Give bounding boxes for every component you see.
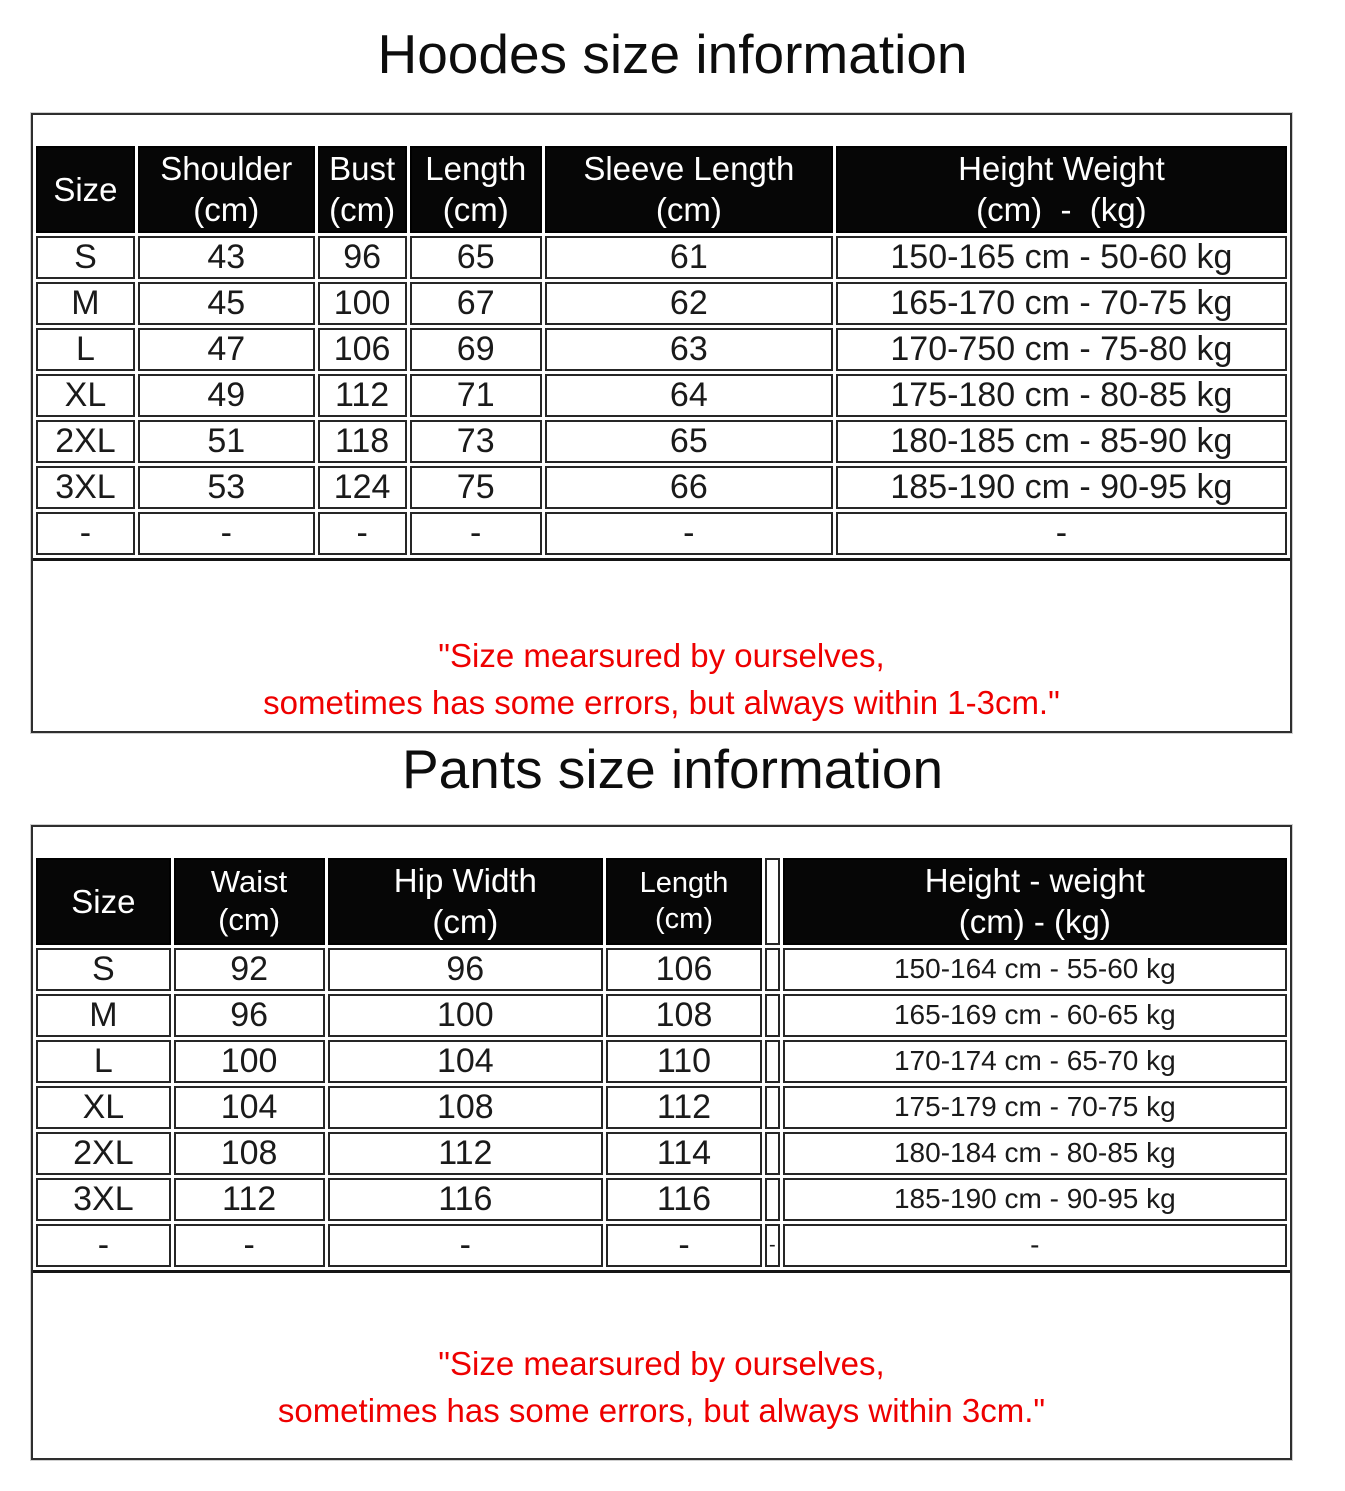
header-label: Hip Width: [393, 862, 537, 899]
header-unit: (cm) - (kg): [976, 191, 1147, 229]
table-cell: S: [36, 236, 135, 279]
header-cell-height-weight: [783, 858, 1287, 945]
table-row: [36, 282, 1287, 325]
table-cell: 112: [328, 1132, 604, 1175]
table-cell: 180-184 cm - 80-85 kg: [783, 1132, 1287, 1175]
table-cell: 2XL: [36, 420, 135, 463]
table-cell: 49: [138, 374, 315, 417]
table-cell: 100: [328, 994, 604, 1037]
header-cell-waist: [174, 858, 325, 945]
table-cell: -: [545, 512, 833, 555]
header-cell-divider: [765, 858, 780, 945]
table-cell: 3XL: [36, 466, 135, 509]
table-cell: -: [765, 1224, 780, 1267]
hoodies-table-body: [36, 236, 1287, 555]
table-cell: 180-185 cm - 85-90 kg: [836, 420, 1287, 463]
note-line-1: "Size mearsured by ourselves,: [438, 637, 885, 674]
header-cell-height-weight: [836, 146, 1287, 233]
table-cell: 108: [174, 1132, 325, 1175]
table-cell: 73: [410, 420, 542, 463]
table-cell: -: [606, 1224, 762, 1267]
note-line-1: "Size mearsured by ourselves,: [438, 1345, 885, 1382]
hoodies-note: [33, 558, 1290, 732]
table-cell: 96: [318, 236, 407, 279]
table-row: [36, 1132, 1287, 1175]
hoodies-table-spacer-row: [33, 115, 1290, 143]
table-cell: 96: [174, 994, 325, 1037]
header-label: Height Weight: [958, 150, 1165, 187]
table-cell: 96: [328, 948, 604, 991]
table-cell: [765, 948, 780, 991]
pants-size-table: [33, 855, 1290, 1270]
table-cell: 112: [606, 1086, 762, 1129]
table-row: [36, 374, 1287, 417]
table-cell: -: [36, 512, 135, 555]
table-row: [36, 1224, 1287, 1267]
table-cell: [765, 1086, 780, 1129]
table-cell: 175-179 cm - 70-75 kg: [783, 1086, 1287, 1129]
table-cell: 65: [410, 236, 542, 279]
table-cell: 150-165 cm - 50-60 kg: [836, 236, 1287, 279]
header-unit: (cm) - (kg): [958, 903, 1111, 941]
table-row: [36, 1086, 1287, 1129]
table-cell: 67: [410, 282, 542, 325]
table-cell: 114: [606, 1132, 762, 1175]
header-label: Size: [53, 170, 118, 208]
table-row: [36, 1178, 1287, 1221]
header-cell-sleeve-length: [545, 146, 833, 233]
header-label: Shoulder: [160, 150, 293, 187]
table-cell: S: [36, 948, 171, 991]
table-cell: 75: [410, 466, 542, 509]
table-cell: 118: [318, 420, 407, 463]
table-cell: 66: [545, 466, 833, 509]
header-label: Height - weight: [924, 862, 1145, 899]
table-cell: -: [138, 512, 315, 555]
header-label: Bust: [329, 150, 396, 187]
table-cell: M: [36, 994, 171, 1037]
table-cell: 104: [328, 1040, 604, 1083]
table-cell: 124: [318, 466, 407, 509]
hoodies-size-table: [33, 143, 1290, 558]
table-cell: 43: [138, 236, 315, 279]
table-cell: 108: [606, 994, 762, 1037]
table-cell: 175-180 cm - 80-85 kg: [836, 374, 1287, 417]
table-cell: 106: [318, 328, 407, 371]
table-cell: 104: [174, 1086, 325, 1129]
table-cell: 65: [545, 420, 833, 463]
table-cell: 92: [174, 948, 325, 991]
header-label: Sleeve Length: [583, 150, 795, 187]
pants-table-spacer-row: [33, 827, 1290, 855]
table-cell: 69: [410, 328, 542, 371]
hoodies-table-box: [31, 113, 1292, 733]
table-cell: 112: [174, 1178, 325, 1221]
pants-note: [33, 1270, 1290, 1459]
table-cell: 53: [138, 466, 315, 509]
header-cell-length: [410, 146, 542, 233]
table-cell: -: [836, 512, 1287, 555]
header-cell-size: [36, 858, 171, 945]
table-cell: -: [410, 512, 542, 555]
table-cell: -: [36, 1224, 171, 1267]
table-cell: 3XL: [36, 1178, 171, 1221]
table-cell: 62: [545, 282, 833, 325]
table-cell: -: [318, 512, 407, 555]
table-cell: 170-750 cm - 75-80 kg: [836, 328, 1287, 371]
header-label: Length: [425, 150, 527, 187]
header-unit: (cm): [329, 191, 396, 229]
table-row: [36, 466, 1287, 509]
table-cell: 185-190 cm - 90-95 kg: [836, 466, 1287, 509]
table-cell: -: [783, 1224, 1287, 1267]
table-row: [36, 512, 1287, 555]
table-cell: 51: [138, 420, 315, 463]
header-unit: (cm): [218, 902, 281, 938]
table-cell: -: [328, 1224, 604, 1267]
table-cell: 106: [606, 948, 762, 991]
table-cell: L: [36, 328, 135, 371]
header-unit: (cm): [193, 191, 260, 229]
table-cell: 47: [138, 328, 315, 371]
table-cell: 63: [545, 328, 833, 371]
table-cell: 110: [606, 1040, 762, 1083]
table-row: [36, 1040, 1287, 1083]
header-unit: (cm): [655, 903, 713, 936]
table-cell: 61: [545, 236, 833, 279]
table-row: [36, 994, 1287, 1037]
table-row: [36, 420, 1287, 463]
table-cell: 108: [328, 1086, 604, 1129]
table-cell: 165-170 cm - 70-75 kg: [836, 282, 1287, 325]
header-label: Waist: [210, 863, 288, 899]
table-row: [36, 948, 1287, 991]
header-unit: (cm): [442, 191, 509, 229]
table-cell: -: [174, 1224, 325, 1267]
header-unit: (cm): [655, 191, 722, 229]
table-cell: [765, 1132, 780, 1175]
header-unit: (cm): [432, 903, 499, 941]
table-cell: L: [36, 1040, 171, 1083]
pants-section-title: Pants size information: [401, 738, 944, 800]
table-cell: 116: [328, 1178, 604, 1221]
header-cell-bust: [318, 146, 407, 233]
table-cell: 100: [318, 282, 407, 325]
table-cell: M: [36, 282, 135, 325]
header-cell-size: [36, 146, 135, 233]
header-row: [36, 858, 1287, 945]
note-line-2: sometimes has some errors, but always within 3cm.": [277, 1392, 1046, 1429]
table-cell: 150-164 cm - 55-60 kg: [783, 948, 1287, 991]
table-cell: 185-190 cm - 90-95 kg: [783, 1178, 1287, 1221]
table-cell: 165-169 cm - 60-65 kg: [783, 994, 1287, 1037]
table-cell: 170-174 cm - 65-70 kg: [783, 1040, 1287, 1083]
table-cell: XL: [36, 1086, 171, 1129]
table-row: [36, 328, 1287, 371]
header-cell-shoulder: [138, 146, 315, 233]
table-cell: 116: [606, 1178, 762, 1221]
note-line-2: sometimes has some errors, but always within 1-3cm.": [263, 684, 1060, 721]
header-cell-length: [606, 858, 762, 945]
table-cell: XL: [36, 374, 135, 417]
header-label: Size: [71, 882, 136, 920]
hoodies-table-header: [36, 146, 1287, 233]
pants-table-box: [31, 825, 1292, 1460]
hoodies-section-title: Hoodes size information: [377, 23, 968, 85]
table-cell: 45: [138, 282, 315, 325]
table-cell: 2XL: [36, 1132, 171, 1175]
pants-table-body: [36, 948, 1287, 1267]
table-cell: 100: [174, 1040, 325, 1083]
table-cell: 71: [410, 374, 542, 417]
header-label: Length: [639, 867, 729, 899]
header-row: [36, 146, 1287, 233]
table-cell: 112: [318, 374, 407, 417]
header-cell-hip-width: [328, 858, 604, 945]
table-row: [36, 236, 1287, 279]
table-cell: [765, 994, 780, 1037]
table-cell: 64: [545, 374, 833, 417]
table-cell: [765, 1178, 780, 1221]
pants-table-header: [36, 858, 1287, 945]
table-cell: [765, 1040, 780, 1083]
